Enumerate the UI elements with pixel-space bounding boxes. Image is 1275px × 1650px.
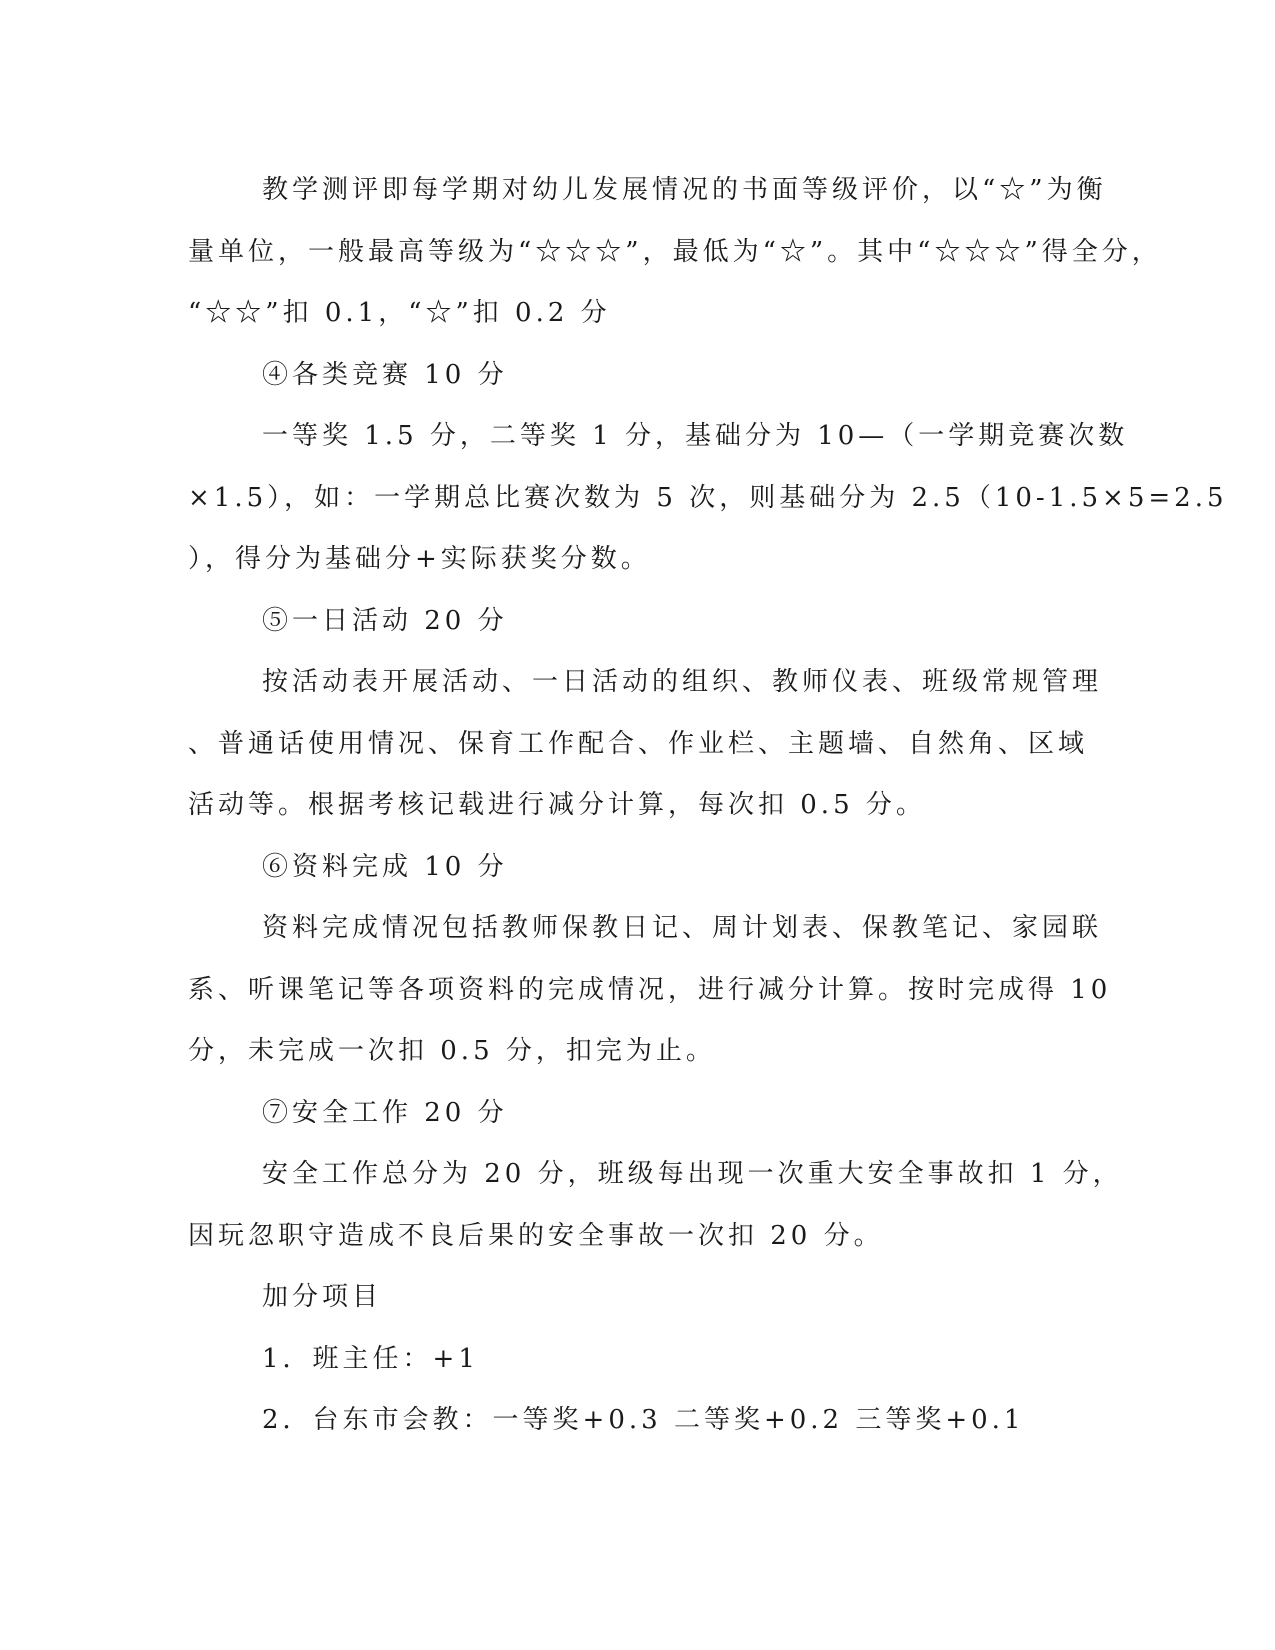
- text-line: 教学测评即每学期对幼儿发展情况的书面等级评价，以“☆”为衡: [262, 175, 1107, 205]
- text-line: 系、听课笔记等各项资料的完成情况，进行减分计算。按时完成得 10: [188, 974, 1112, 1005]
- text-line: 量单位，一般最高等级为“☆☆☆”，最低为“☆”。其中“☆☆☆”得全分，: [188, 236, 1162, 267]
- text-line: ），得分为基础分+实际获奖分数。: [188, 544, 651, 574]
- list-item: 1．班主任：+1: [262, 1343, 479, 1374]
- text-line: 活动等。根据考核记载进行减分计算，每次扣 0.5 分。: [188, 790, 926, 820]
- text-line: 一等奖 1.5 分，二等奖 1 分，基础分为 10—（一学期竞赛次数: [262, 421, 1129, 451]
- text-line: 资料完成情况包括教师保教日记、周计划表、保教笔记、家园联: [262, 913, 1103, 943]
- section-heading: ⑤一日活动 20 分: [262, 605, 508, 636]
- text-line: ×1.5），如：一学期总比赛次数为 5 次，则基础分为 2.5（10-1.5×5=2.5: [188, 482, 1228, 513]
- text-line: 按活动表开展活动、一日活动的组织、教师仪表、班级常规管理: [262, 667, 1103, 697]
- document-body: [188, 160, 1228, 1452]
- text-line: 、普通话使用情况、保育工作配合、作业栏、主题墙、自然角、区域: [188, 728, 1089, 759]
- text-line: 分，未完成一次扣 0.5 分，扣完为止。: [188, 1036, 716, 1066]
- text-line: 安全工作总分为 20 分，班级每出现一次重大安全事故扣 1 分，: [262, 1159, 1123, 1189]
- section-heading: ⑥资料完成 10 分: [262, 851, 508, 882]
- text-line: 因玩忽职守造成不良后果的安全事故一次扣 20 分。: [188, 1220, 884, 1251]
- section-heading: ④各类竞赛 10 分: [262, 359, 508, 390]
- list-item: 2．台东市会教：一等奖+0.3 二等奖+0.2 三等奖+0.1: [262, 1405, 1025, 1435]
- section-heading: ⑦安全工作 20 分: [262, 1097, 508, 1128]
- section-heading: 加分项目: [262, 1282, 383, 1312]
- text-line: “☆☆”扣 0.1，“☆”扣 0.2 分: [188, 298, 611, 328]
